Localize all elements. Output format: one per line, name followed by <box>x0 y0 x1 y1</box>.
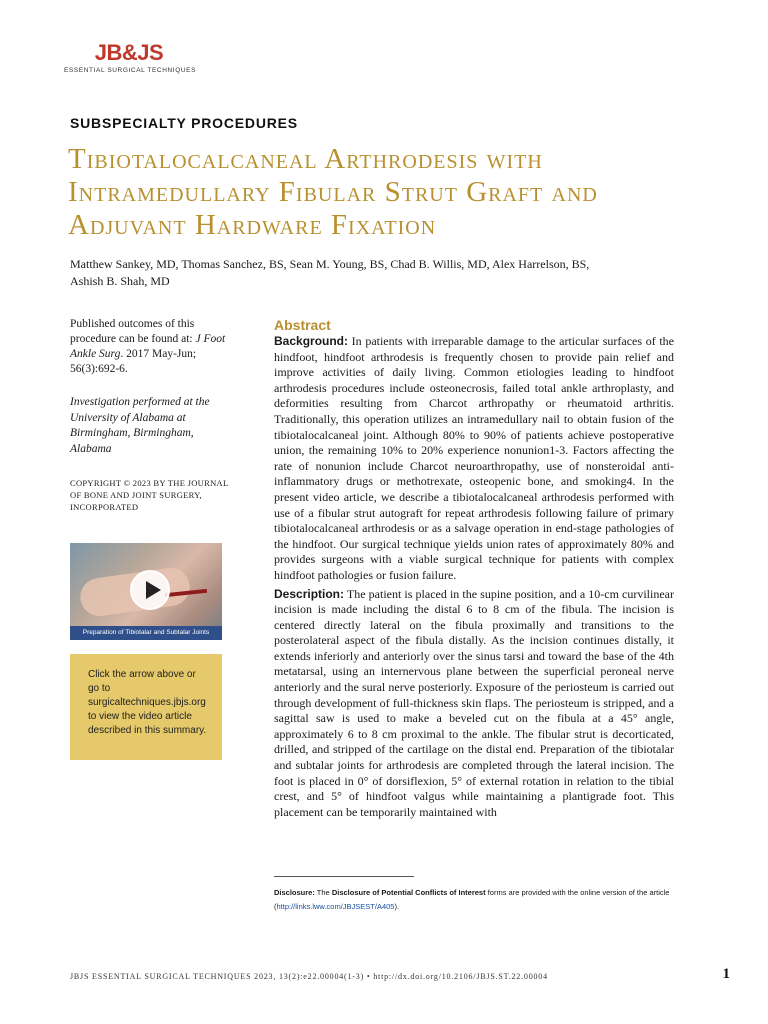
description-text: The patient is placed in the supine position, and a 10-cm curvilinear incision is made including the distal 6 to 8 cm of the fibula. The incision is centered directly lateral on the fibula proximally and transitions to the posterolateral aspect of the fibula distally. As the incision continues distally, it extends inferiorly and anteriorly over the sinus tarsi and toward the base of the 4th metatarsal, using an internervous plane between the superficial peroneal nerve anteriorly and the sural nerve posteriorly. Exposure of the periosteum is carried out through development of full-thickness skin flaps. The periosteum is stripped, and a sagittal saw is used to make a beveled cut on the fibula at a 45° angle, approximately 6 to 8 cm proximal to the ankle. The fibular strut is decorticated, drilled, and stripped of the cartilage on the distal end. Preparation of the tibiotalar and subtalar joints for arthrodesis are completed through the lateral incision. The foot is placed in 0° of dorsiflexion, 5° of external rotation in relation to the tibial crest, and 5° of hindfoot valgus while maintaining a plantigrade foot. This placement can be temporarily maintained with <box>274 586 674 819</box>
page-number: 1 <box>722 966 730 982</box>
disclosure-post: forms are provided with the online version of the article ( <box>274 888 670 911</box>
background-paragraph <box>274 334 674 584</box>
disclosure-end: ). <box>394 902 400 911</box>
published-prefix: Published outcomes of this procedure can be found at: <box>70 318 196 345</box>
disclosure-label: Disclosure: <box>274 888 315 897</box>
title-line: Tibiotalocalcaneal Arthrodesis with <box>68 143 543 175</box>
video-caption: Preparation of Tibiotalar and Subtalar Joints <box>70 626 222 640</box>
logo-mark: JB&JS <box>94 40 164 65</box>
investigation-note: Investigation performed at the University of Alabama at Birmingham, Birmingham, Alabama <box>70 396 210 455</box>
play-icon[interactable] <box>130 570 170 610</box>
video-callout: Click the arrow above or go to surgicaltechniques.jbjs.org to view the video article described in this summary. <box>70 654 222 760</box>
article-title <box>68 143 708 242</box>
author-list <box>70 256 690 290</box>
title-line: Adjuvant Hardware Fixation <box>68 209 437 241</box>
disclosure-note <box>274 886 674 914</box>
disclosure-link[interactable]: http://links.lww.com/JBJSEST/A405 <box>276 902 395 911</box>
page-footer: JBJS ESSENTIAL SURGICAL TECHNIQUES 2023, 13(2):e22.00004(1-3) • http://dx.doi.org/10.2106/JBJS.ST.22.00004 <box>70 972 548 981</box>
title-line: Intramedullary Fibular Strut Graft and <box>68 176 598 208</box>
copyright-notice: COPYRIGHT © 2023 BY THE JOURNAL OF BONE AND JOINT SURGERY, INCORPORATED <box>70 478 229 512</box>
background-text: In patients with irreparable damage to the articular surfaces of the hindfoot, hindfoot arthrodesis is frequently chosen to provide pain relief and improve activities of daily living. Common etiologies leading to hindfoot arthrodesis procedures include osteonecrosis, failed total ankle arthroplasty, and deformities resulting from Charcot arthropathy or rheumatoid arthritis. Traditionally, this operation utilizes an intramedullary nail to obtain fusion of the tibiotalocalcaneal joint. Although 80% to 90% of patients achieve postoperative union, the remaining 10% to 20% experience nonunion1-3. Factors affecting the rate of nonunion include Charcot neuroarthropathy, use of nonsteroidal anti-inflammatory drugs or methotrexate, osteopenic bone, and smoking4. In the present video article, we describe a tibiotalocalcaneal arthrodesis performed with use of a fibular strut autograft for repeat arthrodesis following failure of primary tibiotalocalcaneal arthrodesis or as a salvage operation in end-stage pathologies of the hindfoot. Our surgical technique yields union rates of approximately 80% and provides surgeons with a viable surgical technique for patients with complex hindfoot pathologies or fusion failure. <box>274 334 674 582</box>
background-label: Background: <box>274 334 349 348</box>
logo-subtitle: ESSENTIAL SURGICAL TECHNIQUES <box>64 67 197 74</box>
authors-line: Matthew Sankey, MD, Thomas Sanchez, BS, Sean M. Young, BS, Chad B. Willis, MD, Alex Harrelson, BS, <box>70 257 590 271</box>
description-paragraph <box>274 587 674 821</box>
published-citation: J Foot Ankle Surg <box>70 333 226 360</box>
disclosure-divider <box>274 876 414 877</box>
left-sidebar <box>70 317 230 513</box>
abstract-section <box>274 317 674 823</box>
journal-logo <box>64 40 214 74</box>
disclosure-pre: The <box>314 888 332 897</box>
abstract-heading: Abstract <box>274 317 331 333</box>
description-label: Description: <box>274 586 345 601</box>
disclosure-bold: Disclosure of Potential Conflicts of Interest <box>331 888 486 897</box>
published-outcomes <box>70 317 230 377</box>
section-label: SUBSPECIALTY PROCEDURES <box>70 115 298 131</box>
authors-line: Ashish B. Shah, MD <box>70 274 170 288</box>
published-suffix: . 2017 May-Jun; 56(3):692-6. <box>70 348 197 375</box>
video-thumbnail[interactable] <box>70 543 222 640</box>
